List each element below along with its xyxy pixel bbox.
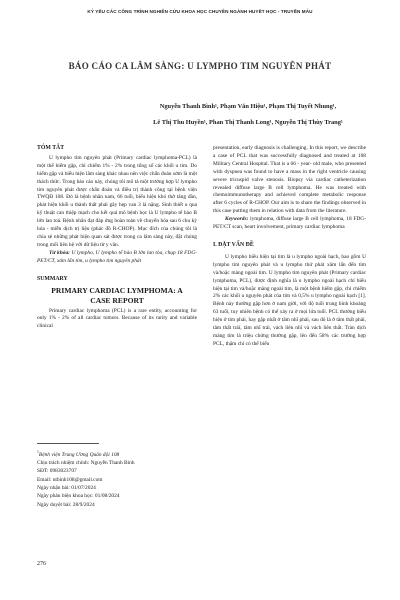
footnote-email: Email: ntbinh108@gmail.com (37, 476, 103, 483)
footnote-phone: SĐT: 0983023707 (37, 468, 77, 475)
english-title-line-2: CASE REPORT (90, 295, 144, 305)
introduction-body: U lympho biểu hiện tại tim là u lympho ngoài hạch, bao gồm U lympho tim nguyên phát và u lympho thứ phát xâm lấn đến tim và/hoặc màng ngoài tim. U lympho tim nguyên phát (Primary cardiac lymphoma, PCL), được định nghĩa là u lympho ngoài hạch chỉ biểu hiện tại tim và/hoặc màng ngoài tim, là một bệnh hiếm gặp, chỉ chiếm 2% các khối u nguyên phát của tim và 0,5% u lympho ngoài hạch [1]. Bệnh này thường gặp hơn ở nam giới, với độ tuổi trung bình khoảng 63 tuổi, tuy nhiên bệnh có thể xảy ra ở mọi lứa tuổi. PCL thường biểu hiện ở tim phải, hay gặp nhất ở tâm nhĩ phải, sau đó là ở tâm thất phải, tâm thất trái, tâm nhĩ trái, vách liên nhĩ và vách liên thất. Tràn dịch màng tim là triệu chứng thường gặp, lên đến 58% các trường hợp PCL, thậm chí có thể biểu (213, 253, 366, 347)
journal-header: KỶ YẾU CÁC CÔNG TRÌNH NGHIÊN CỨU KHOA HỌC CHUYÊN NGÀNH HUYẾT HỌC - TRUYỀN MÁU (87, 9, 313, 14)
keywords-en-text: lymphoma, diffuse large B cell lymphoma, 18 FDG-PET/CT scan, heart involvement, primary cardiac lymphoma (213, 216, 366, 231)
author-line-1: Nguyễn Thanh Bình¹, Phạm Văn Hiệu¹, Phạm Thị Tuyết Nhung¹, (159, 103, 337, 110)
footnote-affiliation: $^1$Bệnh viện Trung Ương Quân đội 108 (37, 450, 120, 458)
footnote-divider (37, 443, 99, 444)
keywords-vi (37, 250, 197, 266)
author-line-2: Lê Thị Thu Huyền¹, Phan Thị Thanh Long¹, Nguyễn Thị Thùy Trang¹ (153, 119, 343, 126)
footnote-accepted-date: Ngày duyệt bài: 28/9/2024 (37, 501, 95, 508)
abstract-heading-vi: TÓM TẮT (37, 145, 65, 151)
footnote-responsible: Chịu trách nhiệm chính: Nguyễn Thanh Bình (37, 460, 135, 467)
right-column (213, 145, 366, 349)
summary-body-continued: presentation, early diagnosis is challenging. In this report, we describe a case of PCL that was successfully diagnosed and treated at 108 Military Central Hospital. That is a 66 - year- old male, who presented with dyspnea was found to have a mass in the right ventricle causing severe tricuspid valve stenosis. Biopsy via cardiac catheterization revealed diffuse large B cell lymphoma. He was treated with chemoimmunotherapy and achieved complete metabolic response after 6 cycles of R-CHOP. Our aim is to share the findings observed in this case putting them in relation with data from the literature. (213, 145, 366, 215)
author-list (118, 99, 378, 131)
summary-body-start: Primary cardiac lymphoma (PCL) is a rare entity, accounting for only 1% - 2% of all cardiac tumors. Because of its rarity and variable clinical (37, 307, 197, 330)
keywords-en (213, 216, 366, 232)
english-title (37, 286, 197, 306)
english-title-line-1: PRIMARY CARDIAC LYMPHOMA: A (51, 285, 183, 295)
affiliation-text: Bệnh viện Trung Ương Quân đội 108 (38, 451, 120, 458)
keywords-vi-label: Từ khóa: (49, 249, 70, 256)
footnote-received-date: Ngày nhận bài: 01/07/2024 (37, 484, 96, 491)
keywords-vi-text: U lympho, U lympho tế bào B lớn lan tỏa, chụp 18 FDG- PET/CT, xâm lấn tim, u lympho tim nguyên phát (37, 249, 198, 264)
summary-heading: SUMMARY (37, 275, 68, 282)
footnote-reviewed-date: Ngày phản biện khoa học: 01/08/2024 (37, 493, 120, 500)
footnote-block (37, 448, 197, 509)
introduction-heading: I. ĐẶT VẤN ĐỀ (213, 241, 254, 248)
article-title: BÁO CÁO CA LÂM SÀNG: U LYMPHO TIM NGUYÊN PHÁT (68, 61, 332, 71)
left-column (37, 145, 197, 331)
keywords-en-label: Keywords: (225, 216, 249, 223)
abstract-body-vi: U lympho tim nguyên phát (Primary cardiac lymphoma-PCL) là một thể hiếm gặp, chỉ chiếm 1% - 2% trong tổng số các khối u tim. Do hiếm gặp và biểu hiện lâm sàng khác nhau nên việc chẩn đoán sớm là một thách thức. Trong báo cáo này, chúng tôi mô tả một trường hợp U lympho tim nguyên phát được chẩn đoán và điều trị thành công tại bệnh viện TWQĐ 108. Đó là bệnh nhân nam, 66 tuổi, biểu hiện khó thở tăng dần, phát hiện khối u thành thất phải gây hẹp van 3 lá nặng. Sinh thiết u qua kỹ thuật can thiệp mạch cho kết quả mô bệnh học là U lympho tế bào B lớn lan toả. Bệnh nhân đạt đáp ứng hoàn toàn về chuyển hóa sau 6 chu kỳ hóa - miễn dịch trị liệu (phác đồ R-CHOP). Mục đích của chúng tôi là chia sẻ những phát hiện quan sát được trong ca lâm sàng này, đặt chúng trong mối liên hệ với dữ liệu từ y văn. (37, 154, 197, 248)
page-number: 276 (37, 561, 46, 567)
